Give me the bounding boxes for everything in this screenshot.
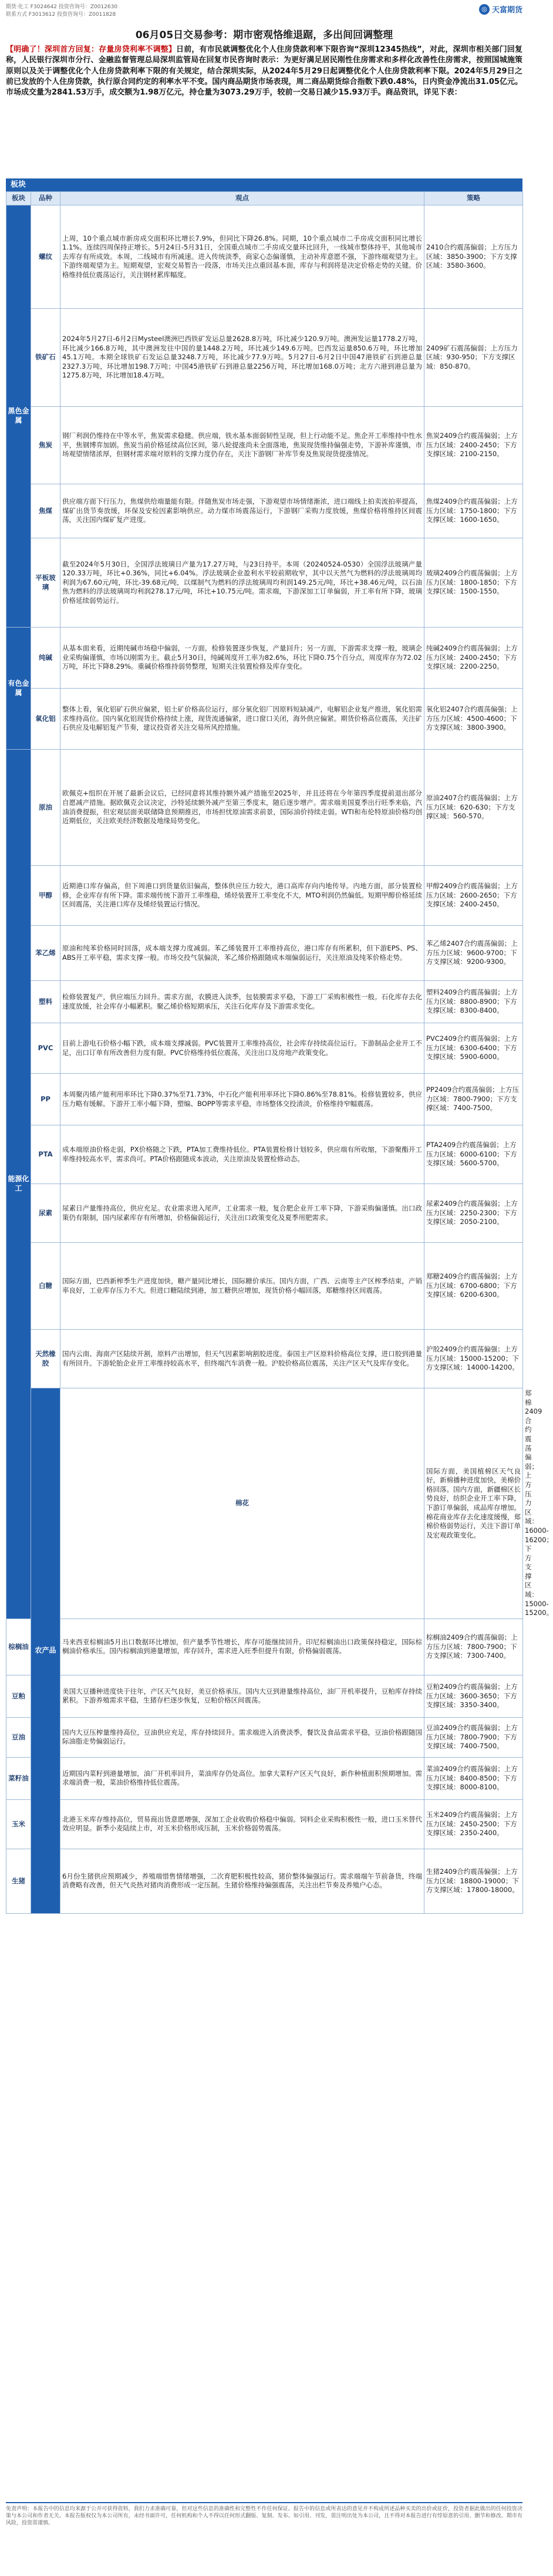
intro-paragraph (6, 45, 522, 177)
product-cell: 塑料 (31, 981, 60, 1023)
meta-line: 联系方式 F3013612 投资咨询号：Z0011828 (6, 12, 116, 18)
table-row: 农产品 棉花 国际方面，美国植棉区天气良好，新棉播种进度加快，美棉价格回落。国内方面，新疆棉区长势良好，纺织企业开工率下降，下游订单偏弱，成品库存增加。棉花商业库存去化速度缓慢，郑棉价格弱势运行，关注下游订单及宏观政策变化。 郑棉2409合约震荡偏弱；上方压力区域：16000-16200；下方支撑区域：15000-15200。 (6, 1388, 523, 1619)
view-cell: 近期港口库存偏高，但下周港口到货量依旧偏高，整体供应压力较大，港口高库存向内地传导。内地方面，部分装置检修，企业库存有所下降。需求端传统下游开工率维稳，烯烃装置开工率变化不大，MTO利润仍然偏低。短期甲醇价格延续区间震荡，关注港口库存及烯烃装置运行情况。 (60, 866, 424, 926)
view-cell: 截至2024年5月30日，全国浮法玻璃日产量为17.27万吨，与23日持平。本周（20240524-0530）全国浮法玻璃产量120.33万吨，环比+0.36%，同比+6.04%。浮法玻璃企业盈利水平较前期收窄，其中以天然气为燃料的浮法玻璃周均利润为67.60元/吨，环比-39.68元/吨，以煤制气为燃料的浮法玻璃周均利润149.25元/吨，环比+38.46元/吨，以石油焦为燃料的浮法玻璃周均利润278.17元/吨，环比+10.75元/吨。需求端，下游深加工订单偏弱，开工率有所下降，玻璃价格延续弱势运行。 (60, 538, 424, 628)
table-row (6, 1125, 523, 1184)
table-row (6, 1799, 523, 1849)
logo-text: 天富期货 (491, 6, 522, 15)
strategy-cell: PVC2409合约震荡偏弱；上方压力区域：6300-6400；下方支撑区域：5900-6000。 (424, 1023, 523, 1074)
table-row (6, 1243, 523, 1330)
product-cell: PVC (31, 1023, 60, 1074)
table-row (6, 926, 523, 981)
strategy-cell: 2409矿石震荡偏弱；上方压力区域：930-950；下方支撑区域：850-870。 (424, 309, 523, 407)
product-cell: PP (31, 1074, 60, 1125)
view-cell: 供应端方面下行压力，焦煤供给端量能有限。伴随焦炭市场走强，下游观望市场情绪渐浓，进口端线上拍卖流拍率提高，煤矿出货节奏放缓，环保及安检因素影响供应。动力煤市场震荡运行，下游钢厂采购力度放缓，焦煤价格将维持区间震荡，关注国内煤矿复产进度。 (60, 484, 424, 538)
strategy-cell: 焦煤2409合约震荡偏弱；上方压力区域：1750-1800；下方支撑区域：1600-1650。 (424, 484, 523, 538)
intro-body: 日前，有市民就调整优化个人住房贷款利率下限咨询“深圳12345热线”，对此，深圳市相关部门回复称，人民银行深圳市分行、金融监督管理总局深圳监管局在回复市民咨询时表示：为更好满足居民刚性住房需求和多样化改善性住房需求，按照国城施策原则以及关于调整优化个人住房贷款利率下限的有关规定，结合深圳实际，从2024年5月29日起调整优化个人住房贷款利率下限。2024年5月29日之前已发放的个人住房贷款，执行原合同约定的利率水平不变。国内商品期货市场表现，周二商品期货综合指数下跌0.48%，日内资金净流出31.05亿元。市场成交量为2841.53万手，成交额为1.98万亿元，持仓量为3073.29万手，较前一交易日减少15.93万手。商品资讯，详见下表： (6, 45, 522, 97)
table-row (6, 1717, 523, 1757)
strategy-cell: 菜油2409合约震荡偏弱；上方压力区域：8400-8500；下方支撑区域：8000-8100。 (424, 1757, 523, 1799)
view-cell: 北港玉米库存维持高位，贸易商出货意愿增强，深加工企业收购价格稳中偏弱。饲料企业采购积极性一般，进口玉米替代效应明显。新季小麦陆续上市，对玉米价格形成压制，玉米价格弱势震荡。 (60, 1799, 424, 1849)
table-row (6, 1849, 523, 1913)
product-cell: 棕榈油 (6, 1619, 31, 1675)
strategy-cell: 苯乙烯2407合约震荡偏弱；上方压力区域：9600-9700；下方支撑区域：9200-9300。 (424, 926, 523, 981)
strategy-cell: 豆粕2409合约震荡偏弱；上方压力区域：3600-3650；下方支撑区域：3350-3400。 (424, 1675, 523, 1717)
product-cell: 豆油 (6, 1717, 31, 1757)
table-body (6, 205, 553, 1914)
section-bar: 板块 (6, 178, 522, 191)
header-cell: 策略 (424, 192, 523, 205)
strategy-cell: 原油2407合约震荡偏弱；上方压力区域：620-630；下方支撑区域：560-570。 (424, 750, 523, 866)
product-cell: PTA (31, 1125, 60, 1184)
table-row (6, 538, 523, 628)
product-cell: 焦煤 (31, 484, 60, 538)
product-cell: 甲醇 (31, 866, 60, 926)
product-cell: 铁矿石 (31, 309, 60, 407)
view-cell: 从基本面来看，近期纯碱市场稳中偏弱，一方面，检修装置逐步恢复，产量回升；另一方面，下游需求支撑一般，玻璃企业采购偏谨慎，市场以刚需为主。截止5月30日，纯碱周度开工率为82.6%，环比下降0.75个百分点，周度库存为72.02万吨，环比下降8.29%。重碱价格维持弱势整理，短期关注装置检修及库存变化。 (60, 628, 424, 689)
view-cell: 近期国内菜籽到港量增加，油厂开机率回升，菜油库存仍处高位。加拿大菜籽产区天气良好，新作种植面积预期增加。需求端消费一般，菜油价格维持低位震荡。 (60, 1757, 424, 1799)
view-cell: 6月份生猪供应预期减少，养殖端惜售情绪增强，二次育肥积极性较高，猪价整体偏强运行。需求端端午节前备货，终端消费略有改善，但天气炎热对猪肉消费形成一定压制。生猪价格维持偏强震荡，关注出栏节奏及养殖户心态。 (60, 1849, 424, 1913)
view-cell: 目前上游电石价格小幅下跌，成本端支撑减弱。PVC装置开工率维持高位，社会库存持续高位运行。下游制品企业开工不足，出口订单有所改善但力度有限。PVC价格维持低位震荡，关注出口及房地产政策变化。 (60, 1023, 424, 1074)
header-cell: 品种 (31, 192, 60, 205)
table-header-row (6, 192, 523, 205)
table-row (6, 866, 523, 926)
table-row (6, 407, 523, 484)
product-cell: 纯碱 (31, 628, 60, 689)
product-cell: 原油 (31, 750, 60, 866)
product-cell: 平板玻璃 (31, 538, 60, 628)
view-cell: 2024年5月27日-6月2日Mysteel澳洲巴西铁矿发运总量2628.8万吨，环比减少120.9万吨。澳洲发运量1778.2万吨，环比减少166.8万吨，其中澳洲发往中国的量1448.2万吨，环比减少149.6万吨。巴西发运量850.6万吨，环比增加45.1万吨。本期全球铁矿石发运总量3248.7万吨，环比减少77.9万吨。5月27日-6月2日中国47港铁矿石到港总量2327.3万吨，环比增加198.7万吨；中国45港铁矿石到港总量2256万吨，环比增加168.0万吨；北方六港到港总量为1275.8万吨，环比增加18.4万吨。 (60, 309, 424, 407)
strategy-cell: 棕榈油2409合约震荡偏弱；上方压力区域：7800-7900；下方支撑区域：7300-7400。 (424, 1619, 523, 1675)
table-row (6, 484, 523, 538)
view-cell: 本周聚丙烯产能利用率环比下降0.37%至71.73%，中石化产能利用率环比下降0.86%至78.81%。检修装置较多，供应压力略有缓解。下游开工率小幅下降，塑编、BOPP等需求平稳，市场整体交投清淡，价格维持窄幅震荡。 (60, 1074, 424, 1125)
view-cell: 钢厂利润仍维持在中等水平，焦炭需求稳健。供应端，铁水基本面弱韧性呈现，但上行动能不足。焦企开工率维持中性水平，焦钢博弈加剧。焦炭当前价格延续高位区间，第八轮提涨尚未全面落地，焦炭现货维持偏强走势，下游补库谨慎，市场观望情绪浓厚，但钢材需求端对原料的支撑力度仍存在，关注下游钢厂补库节奏及焦炭现货提涨情况。 (60, 407, 424, 484)
strategy-cell: 生猪2409合约震荡偏强；上方压力区域：18800-19000；下方支撑区域：17800-18000。 (424, 1849, 523, 1913)
header-cell: 观点 (60, 192, 424, 205)
report-title: 06月05日交易参考：期市密观恪维退踞，多出间回调整理 (135, 29, 393, 41)
view-cell: 马来西亚棕榈油5月出口数据环比增加，但产量季节性增长，库存可能继续回升。印尼棕榈油出口政策保持稳定，国际棕榈油价格承压。国内棕榈油到港量增加，库存回升，需求进入旺季但提升有限，价格偏弱震荡。 (60, 1619, 424, 1675)
view-cell: 美国大豆播种进度快于往年，产区天气良好，美豆价格承压。国内大豆到港量维持高位，油厂开机率提升，豆粕库存持续累积。下游养殖需求平稳，生猪存栏逐步恢复，豆粕价格区间震荡。 (60, 1675, 424, 1717)
product-cell: 玉米 (6, 1799, 31, 1849)
strategy-cell: 玻璃2409合约震荡偏弱；上方压力区域：1800-1850；下方支撑区域：1500-1550。 (424, 538, 523, 628)
product-cell: 苯乙烯 (31, 926, 60, 981)
view-cell: 上周，10个重点城市新房成交面积环比增长7.9%，但同比下降26.8%。同期，10个重点城市二手房成交面积同比增长1.1%。连续四周保持正增长。5月24日-5月31日，全国重点城市二手房成交量环比回升，一线城市整体持平，其他城市去库存有所成效。本周，二线城市有所减速。进入传统淡季，商家心态偏谨慎，主动补库意愿不强，下游终端观望为主。下游终端观望为主。短期观望，宏观交易暂告一段落，市场关注点重回基本面，库存与利润将是决定价格走势的关键。价格维持低位震荡运行，关注钢材累库幅度。 (60, 205, 424, 309)
strategy-cell: 纯碱2409合约震荡偏弱；上方压力区域：2400-2450；下方支撑区域：2200-2250。 (424, 628, 523, 689)
product-cell: 棉花 (60, 1388, 424, 1619)
product-cell: 生猪 (6, 1849, 31, 1913)
product-cell: 白糖 (31, 1243, 60, 1330)
strategy-cell: 沪胶2409合约震荡偏强；上方压力区域：15000-15200；下方支撑区域：14000-14200。 (424, 1330, 523, 1388)
view-cell: 成本端原油价格走弱，PX价格随之下跌，PTA加工费维持低位。PTA装置检修计划较多，供应端有所收缩，下游聚酯开工率维持较高水平，需求尚可。PTA价格跟随成本波动，关注原油及装置检修动态。 (60, 1125, 424, 1184)
strategy-cell: 塑料2409合约震荡偏弱；上方压力区域：8800-8900；下方支撑区域：8300-8400。 (424, 981, 523, 1023)
table-row (6, 981, 523, 1023)
view-cell: 尿素日产量维持高位，供应充足。农业需求进入尾声，工业需求一般，复合肥企业开工率下降，下游采购偏谨慎。出口政策仍有限制，国内尿素库存有所增加，价格偏弱运行，关注出口政策变化及夏季用肥需求。 (60, 1184, 424, 1243)
strategy-cell: PP2409合约震荡偏弱；上方压力区域：7800-7900；下方支撑区域：7400-7500。 (424, 1074, 523, 1125)
strategy-cell: PTA2409合约震荡偏弱；上方压力区域：6000-6100；下方支撑区域：5600-5700。 (424, 1125, 523, 1184)
table-row (6, 1074, 523, 1125)
view-cell: 国内云南、海南产区陆续开割，原料产出增加，但天气因素影响割胶进度。泰国主产区原料价格高位支撑，进口胶到港量有所回升。下游轮胎企业开工率维持较高水平，但终端汽车消费一般。沪胶价格高位震荡，关注产区天气及库存变化。 (60, 1330, 424, 1388)
table-row (6, 205, 523, 309)
product-cell: 豆粕 (6, 1675, 31, 1717)
sector-cell: 黑色金属 (6, 205, 31, 628)
product-cell: 尿素 (31, 1184, 60, 1243)
table-row (6, 1330, 523, 1388)
view-cell: 原油和纯苯价格同时回落，成本端支撑力度减弱。苯乙烯装置开工率维持高位，港口库存有所累积，但下游EPS、PS、ABS开工率平稳，需求支撑一般。市场交投气氛偏淡，苯乙烯价格跟随成本端偏弱运行，关注原油及纯苯价格走势。 (60, 926, 424, 981)
analyst-meta (6, 4, 117, 19)
intro-lead: 【明确了！深圳首方回复：存量房贷利率不调整】 (6, 45, 177, 54)
table-row (6, 750, 523, 866)
header-cell: 板块 (6, 192, 31, 205)
disclaimer-footer: 免责声明：本报告中的信息均来源于公开可获得资料，我们力求准确可靠，但对这些信息的准确性和完整性不作任何保证。报告中的信息或所表达的意见并不构成所述品种买卖的出价或征价，投资者据此做出的任何投资决策与本公司和作者无关。本报告版权仅为本公司所有，未经书面许可，任何机构和个人不得以任何形式翻版、复制、发布。如引用、刊发，需注明出处为本公司，且不得对本报告进行有悖原意的引用、删节和修改。期市有风险，投资需谨慎。 (6, 2502, 522, 2576)
table-row (6, 1619, 523, 1675)
strategy-cell: 豆油2409合约震荡偏弱；上方压力区域：7800-7900；下方支撑区域：7400-7500。 (424, 1717, 523, 1757)
company-logo (479, 4, 522, 15)
strategy-cell: 郑糖2409合约震荡偏弱；上方压力区域：6700-6800；下方支撑区域：6200-6300。 (424, 1243, 523, 1330)
product-cell: 螺纹 (31, 205, 60, 309)
view-cell: 欧佩克+组织在开展了最新会议后，已经同意将其维持额外减产措施至2025年，并且还将在今年第四季度提前退出部分自愿减产措施。据欧佩克会议决定，沙特延续额外减产至第三季度末，随后逐步增产。需求端美国夏季出行旺季来临，汽油消费提振，但宏观层面美联储降息预期推迟，市场担忧原油需求前景，国际油价持续走弱。WTI和布伦特原油价格均创近期低位，关注欧美经济数据及地缘局势变化。 (60, 750, 424, 866)
meta-line: 期货·化工 F3024642 投资咨询号：Z0012630 (6, 4, 118, 10)
product-cell: 焦炭 (31, 407, 60, 484)
table-row (6, 628, 523, 689)
logo-mark-icon: ◎ (479, 4, 490, 15)
table-row (6, 1757, 523, 1799)
view-cell: 检修装置复产，供应端压力回升。需求方面，农膜进入淡季，包装膜需求平稳，下游工厂采购积极性一般。石化库存去化速度放缓，社会库存小幅累积。聚乙烯价格短期承压，关注石化库存及下游需求变化。 (60, 981, 424, 1023)
product-cell: 天然橡胶 (31, 1330, 60, 1388)
table-row (6, 309, 523, 407)
view-cell: 国际方面，巴西新榨季生产进度加快，糖产量同比增长，国际糖价承压。国内方面，广西、云南等主产区榨季结束，产销率良好，工业库存压力不大。但进口糖陆续到港，加工糖供应增加，现货价格小幅回落，郑糖维持区间震荡。 (60, 1243, 424, 1330)
view-cell: 国内大豆压榨量维持高位，豆油供应充足，库存持续回升。需求端进入消费淡季，餐饮及食品需求平稳，豆油价格跟随国际油脂走势偏弱运行。 (60, 1717, 424, 1757)
sector-cell: 有色金属 (6, 628, 31, 750)
product-cell: 菜籽油 (6, 1757, 31, 1799)
strategy-cell: 2410合约震荡偏弱；上方压力区域：3850-3900；下方支撑区域：3580-3600。 (424, 205, 523, 309)
table-row (6, 689, 523, 750)
sector-cell: 农产品 (31, 1388, 60, 1914)
strategy-cell: 焦炭2409合约震荡偏弱；上方压力区域：2400-2450；下方支撑区域：2100-2150。 (424, 407, 523, 484)
strategy-cell: 玉米2409合约震荡偏弱；上方压力区域：2450-2500；下方支撑区域：2350-2400。 (424, 1799, 523, 1849)
table-row (6, 1184, 523, 1243)
sector-cell: 能源化工 (6, 750, 31, 1619)
strategy-cell: 甲醇2409合约震荡偏弱；上方压力区域：2600-2650；下方支撑区域：2400-2450。 (424, 866, 523, 926)
strategy-cell: 尿素2409合约震荡偏弱；上方压力区域：2250-2300；下方支撑区域：2050-2100。 (424, 1184, 523, 1243)
reference-table (6, 191, 553, 1914)
top-bar (0, 0, 528, 27)
strategy-cell: 氧化铝2407合约震荡偏强；上方压力区域：4500-4600；下方支撑区域：3800-3900。 (424, 689, 523, 750)
product-cell: 氧化铝 (31, 689, 60, 750)
view-cell: 整体上看，氧化铝矿石供应偏紧，铝土矿价格高位运行，部分氧化铝厂因原料短缺减产，电解铝企业复产推进，氧化铝需求维持高位。国内氧化铝现货价格持续上涨，现货流通偏紧，进口窗口关闭，海外供应偏紧。期货价格高位震荡，关注矿石供应及电解铝复产节奏，建议投资者关注交易所风控措施。 (60, 689, 424, 750)
view-cell: 国际方面，美国植棉区天气良好，新棉播种进度加快，美棉价格回落。国内方面，新疆棉区长势良好，纺织企业开工率下降，下游订单偏弱，成品库存增加。棉花商业库存去化速度缓慢，郑棉价格弱势运行，关注下游订单及宏观政策变化。 (424, 1388, 523, 1619)
table-row (6, 1023, 523, 1074)
table-row (6, 1675, 523, 1717)
